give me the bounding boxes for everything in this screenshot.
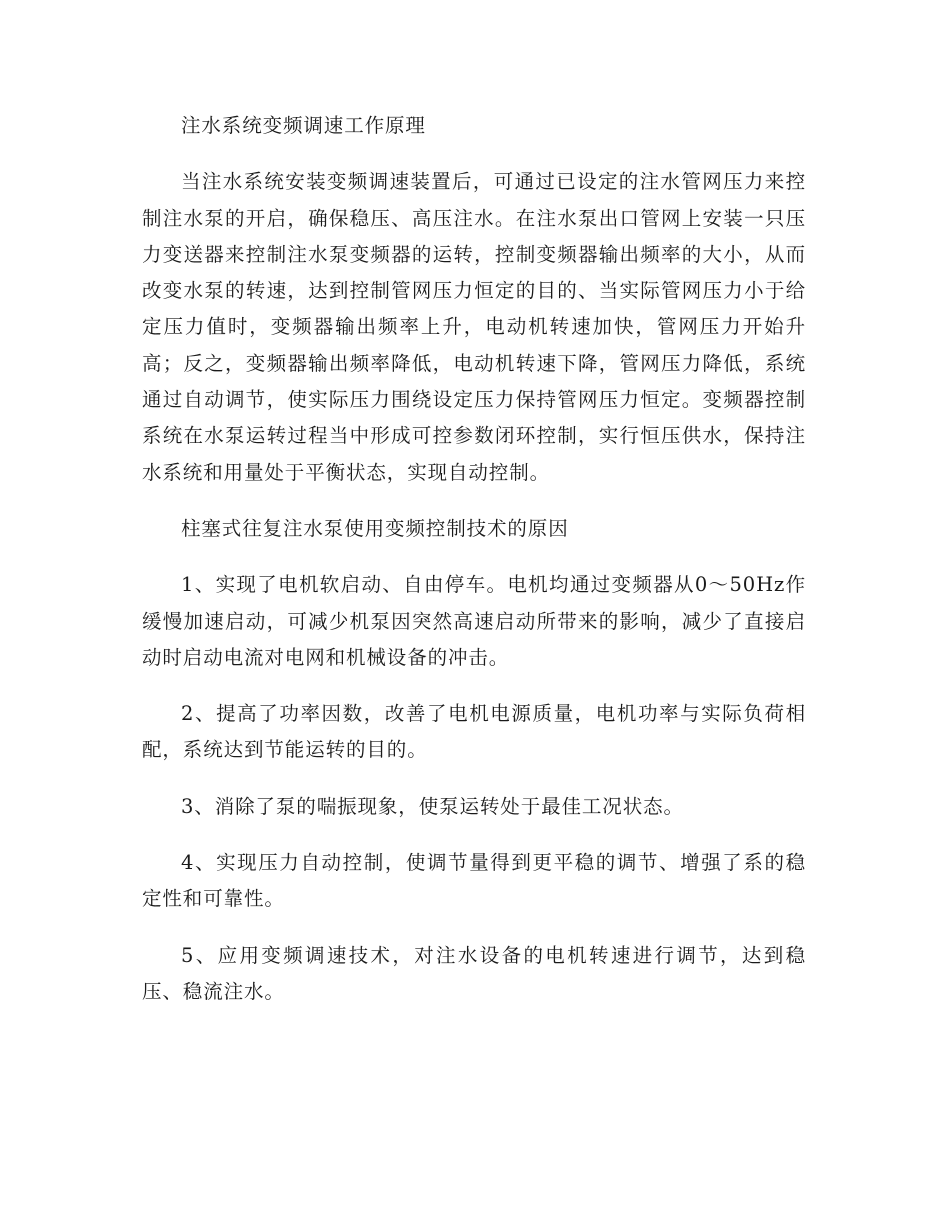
paragraph-gap <box>142 547 806 567</box>
list-item: 4、实现压力自动控制，使调节量得到更平稳的调节、增强了系的稳定性和可靠性。 <box>142 851 806 911</box>
paragraph-gap <box>142 769 806 789</box>
list-item: 1、实现了电机软启动、自由停车。电机均通过变频器从0～50Hz作缓慢加速启动，可减少机泵因突然高速启动所带来的影响，减少了直接启动时启动电流对电网和机械设备的冲击。 <box>142 573 806 669</box>
paragraph-gap <box>142 825 806 845</box>
section-heading-principle: 注水系统变频调速工作原理 <box>181 114 426 137</box>
paragraph-principle: 当注水系统安装变频调速装置后，可通过已设定的注水管网压力来控制注水泵的开启，确保稳压、高压注水。在注水泵出口管网上安装一只压力变送器来控制注水泵变频器的运转，控制变频器输出频率的大小，从而改变水泵的转速，达到控制管网压力恒定的目的、当实际管网压力小于给定压力值时，变频器输出频率上升，电动机转速加快，管网压力开始升高；反之，变频器输出频率降低，电动机转速下降，管网压力降低，系统通过自动调节，使实际压力围绕设定压力保持管网压力恒定。变频器控制系统在水泵运转过程当中形成可控参数闭环控制，实行恒压供水，保持注水系统和用量处于平衡状态，实现自动控制。 <box>142 170 806 484</box>
paragraph-gap <box>142 676 806 696</box>
list-item: 2、提高了功率因数，改善了电机电源质量，电机功率与实际负荷相配，系统达到节能运转的目的。 <box>142 702 806 762</box>
list-item: 3、消除了泵的喘振现象，使泵运转处于最佳工况状态。 <box>181 794 684 818</box>
section-heading-reasons: 柱塞式往复注水泵使用变频控制技术的原因 <box>181 516 569 540</box>
paragraph-gap <box>142 144 806 164</box>
paragraph-gap <box>142 918 806 938</box>
list-item: 5、应用变频调速技术，对注水设备的电机转速进行调节，达到稳压、稳流注水。 <box>142 943 806 1003</box>
paragraph-gap <box>142 491 806 511</box>
document-body <box>142 108 806 1010</box>
